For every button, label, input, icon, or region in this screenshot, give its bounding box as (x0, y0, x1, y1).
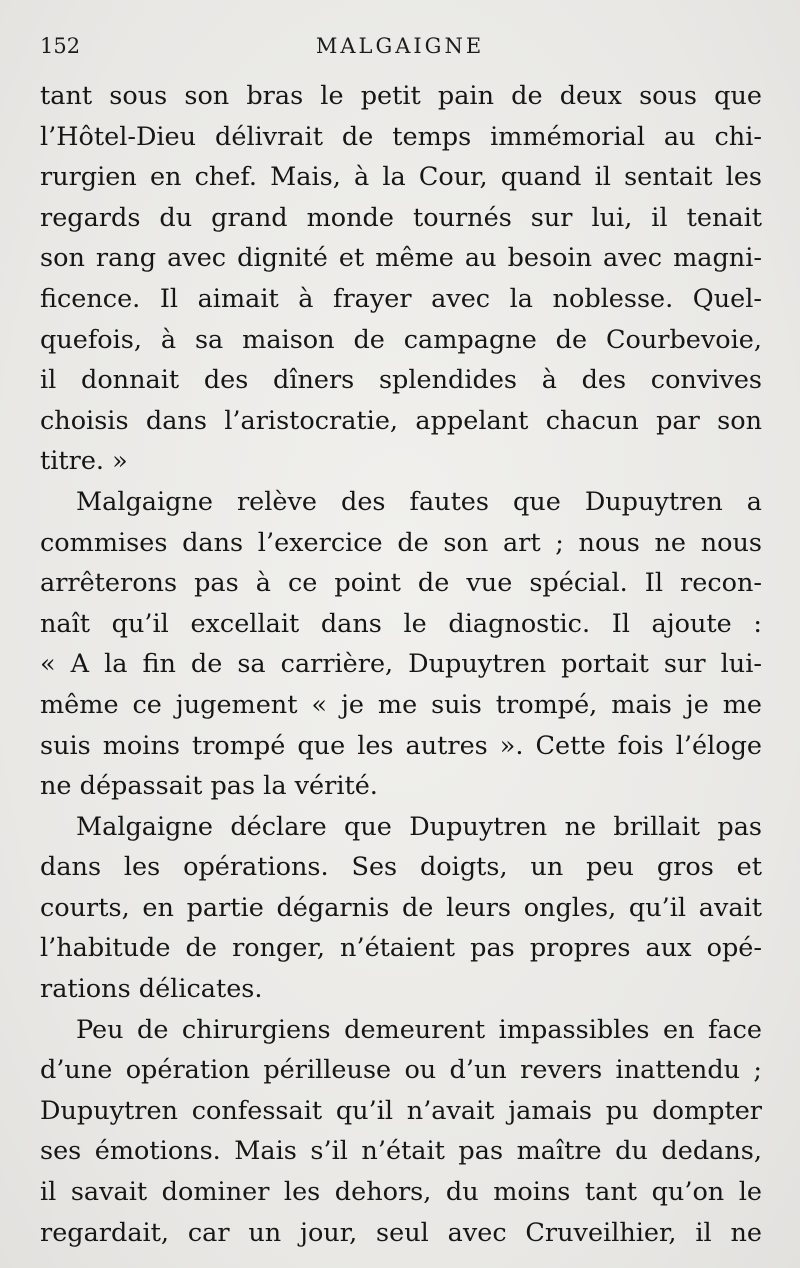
body-text (40, 76, 762, 1253)
text-line: Malgaigne déclare que Dupuytren ne brillait pas (76, 811, 762, 842)
text-line: « A la fin de sa carrière, Dupuytren portait sur lui- (40, 649, 762, 680)
text-line: dans les opérations. Ses doigts, un peu gros et (40, 852, 762, 883)
text-line: ne dépassait pas la vérité. (40, 771, 378, 802)
text-line: rurgien en chef. Mais, à la Cour, quand il sentait les (40, 162, 762, 193)
text-line: regardait, car un jour, seul avec Cruveilhier, il ne (40, 1217, 762, 1248)
text-line: l’Hôtel-Dieu délivrait de temps immémorial au chi- (40, 121, 762, 152)
text-line: Peu de chirurgiens demeurent impassibles en face (76, 1014, 762, 1045)
text-line: quefois, à sa maison de campagne de Courbevoie, (40, 324, 762, 355)
text-line: courts, en partie dégarnis de leurs ongles, qu’il avait (40, 892, 762, 923)
text-line: commises dans l’exercice de son art ; nous ne nous (40, 527, 762, 558)
text-line: son rang avec dignité et même au besoin avec magni- (40, 243, 762, 274)
text-line: Dupuytren confessait qu’il n’avait jamais pu dompter (40, 1095, 762, 1126)
text-line: suis moins trompé que les autres ». Cette fois l’éloge (40, 730, 762, 761)
page-header (40, 30, 760, 70)
text-line: il savait dominer les dehors, du moins tant qu’on le (40, 1177, 762, 1208)
page-number: 152 (40, 34, 81, 58)
text-line: arrêterons pas à ce point de vue spécial. Il recon- (40, 568, 762, 599)
text-line: titre. » (40, 446, 128, 477)
text-line: Malgaigne relève des fautes que Dupuytren a (76, 486, 762, 517)
text-line: regards du grand monde tournés sur lui, il tenait (40, 202, 762, 233)
text-line: ses émotions. Mais s’il n’était pas maître du dedans, (40, 1136, 762, 1167)
text-line: l’habitude de ronger, n’étaient pas propres aux opé- (40, 933, 762, 964)
text-line: il donnait des dîners splendides à des convives (40, 365, 762, 396)
text-line: rations délicates. (40, 974, 263, 1005)
text-line: choisis dans l’aristocratie, appelant chacun par son (40, 405, 762, 436)
text-line: d’une opération périlleuse ou d’un revers inattendu ; (40, 1055, 762, 1086)
text-line: ficence. Il aimait à frayer avec la noblesse. Quel- (40, 283, 762, 314)
text-line: naît qu’il excellait dans le diagnostic. Il ajoute : (40, 608, 762, 639)
text-line: tant sous son bras le petit pain de deux sous que (40, 81, 762, 111)
text-line: même ce jugement « je me suis trompé, mais je me (40, 689, 762, 720)
running-title: MALGAIGNE (315, 34, 485, 58)
